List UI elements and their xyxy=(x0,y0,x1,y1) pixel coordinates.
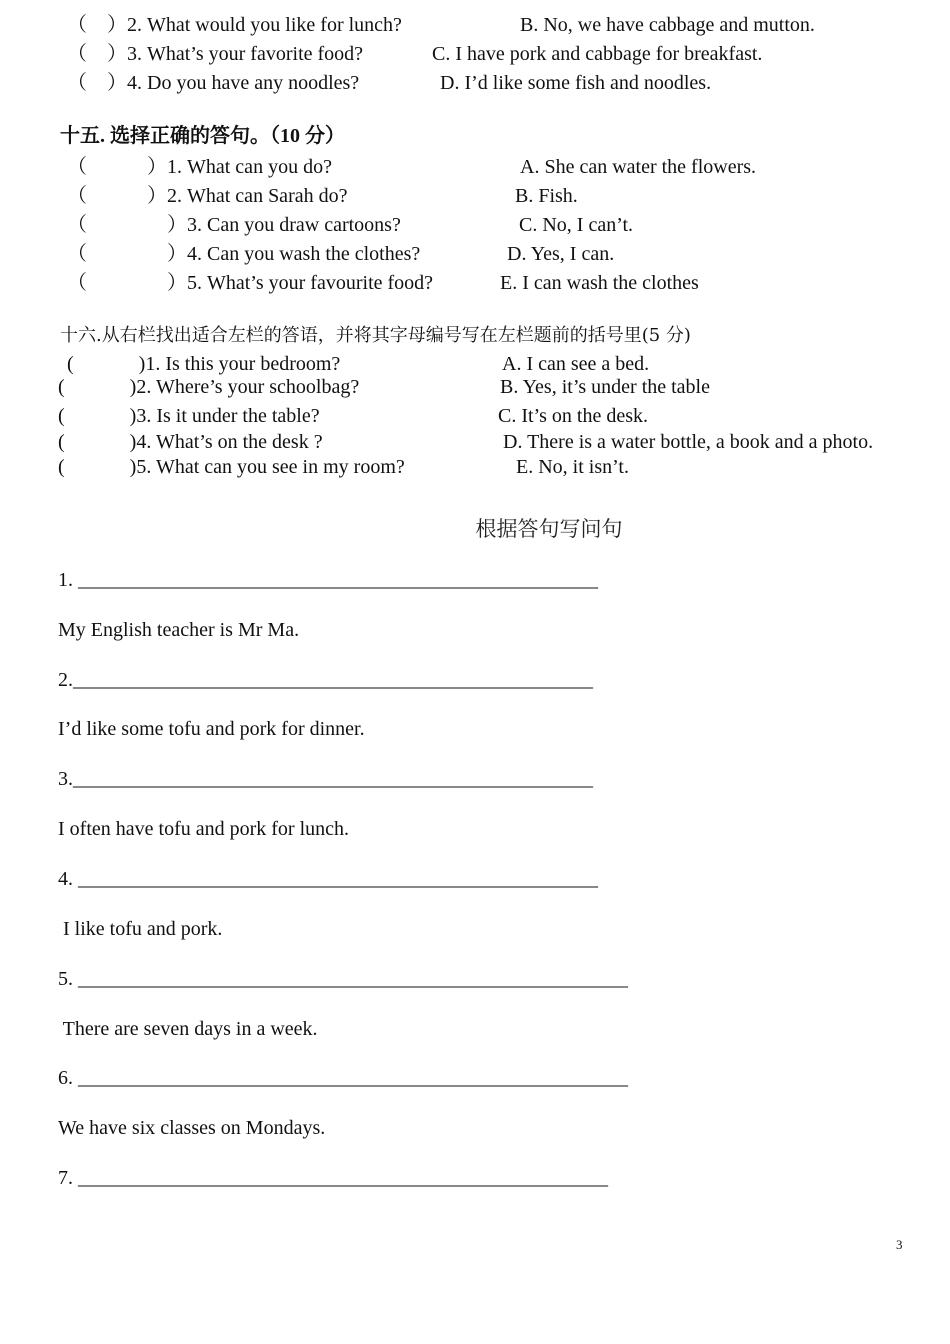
question-line: ( )1. Is this your bedroom? xyxy=(67,353,341,375)
question-line: （ ）2. What would you like for lunch? xyxy=(67,14,402,36)
answer-blank-line[interactable]: 6. _______________________________________________________ xyxy=(58,1067,628,1089)
answer-option: A. I can see a bed. xyxy=(502,353,650,375)
question-line: （ ）5. What’s your favourite food? xyxy=(67,272,434,294)
question-line: （ ）4. Can you wash the clothes? xyxy=(67,243,421,265)
answer-option: A. She can water the flowers. xyxy=(520,156,757,178)
answer-option: E. No, it isn’t. xyxy=(516,456,629,478)
answer-blank-line[interactable]: 5. _______________________________________________________ xyxy=(58,968,628,990)
question-line: ( )3. Is it under the table? xyxy=(58,405,320,427)
answer-option: B. Yes, it’s under the table xyxy=(500,376,710,398)
given-answer: I often have tofu and pork for lunch. xyxy=(58,818,350,840)
section-15-title: 十五. 选择正确的答句。（10 分） xyxy=(60,125,345,147)
given-answer: There are seven days in a week. xyxy=(58,1018,318,1040)
section-16-title: 十六.从右栏找出适合左栏的答语，并将其字母编号写在左栏题前的括号里(5 分) xyxy=(60,325,691,346)
answer-option: E. I can wash the clothes xyxy=(500,272,699,294)
answer-option: C. No, I can’t. xyxy=(519,214,634,236)
question-line: （ ）2. What can Sarah do? xyxy=(67,185,348,207)
answer-blank-line[interactable]: 4. ____________________________________________________ xyxy=(58,868,598,890)
answer-option: B. No, we have cabbage and mutton. xyxy=(520,14,815,36)
question-line: ( )5. What can you see in my room? xyxy=(58,456,405,478)
question-line: ( )4. What’s on the desk ? xyxy=(58,431,323,453)
question-line: （ ）3. Can you draw cartoons? xyxy=(67,214,401,236)
answer-option: D. Yes, I can. xyxy=(507,243,615,265)
question-line: （ ）3. What’s your favorite food? xyxy=(67,43,364,65)
answer-blank-line[interactable]: 7. _____________________________________________________ xyxy=(58,1167,608,1189)
given-answer: We have six classes on Mondays. xyxy=(58,1117,326,1139)
question-line: （ ）1. What can you do? xyxy=(67,156,332,178)
answer-blank-line[interactable]: 2.____________________________________________________ xyxy=(58,669,593,691)
given-answer: I’d like some tofu and pork for dinner. xyxy=(58,718,365,740)
question-line: ( )2. Where’s your schoolbag? xyxy=(58,376,360,398)
answer-option: B. Fish. xyxy=(515,185,578,207)
answer-blank-line[interactable]: 3.____________________________________________________ xyxy=(58,768,593,790)
answer-option: D. There is a water bottle, a book and a photo. xyxy=(503,431,874,453)
page-number: 3 xyxy=(896,1237,903,1252)
answer-option: D. I’d like some fish and noodles. xyxy=(440,72,712,94)
given-answer: My English teacher is Mr Ma. xyxy=(58,619,300,641)
section-write-questions-title: 根据答句写问句 xyxy=(475,517,623,541)
answer-option: C. I have pork and cabbage for breakfast. xyxy=(432,43,763,65)
answer-blank-line[interactable]: 1. ____________________________________________________ xyxy=(58,569,598,591)
given-answer: I like tofu and pork. xyxy=(58,918,223,940)
question-line: （ ）4. Do you have any noodles? xyxy=(67,72,360,94)
answer-option: C. It’s on the desk. xyxy=(498,405,648,427)
